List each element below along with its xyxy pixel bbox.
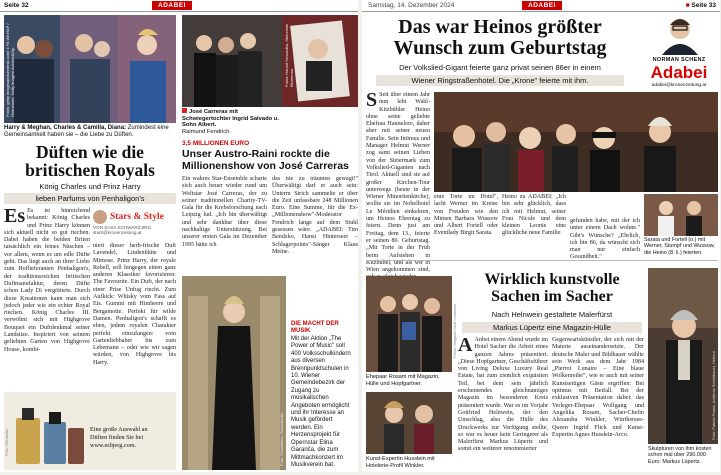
ad-caption-1: Eine große Auswahl an	[90, 426, 148, 433]
sacher-sub-1: Nach Helnwein gestaltete Malerfürst	[491, 310, 613, 319]
column-body: niert dieser herb-frische Duft Lavendel, Lindenblüte und Mimose. Prinz Harry, der royale Rebell, soll hingegen einen ganz anderen Klassiker favorisieren: The Favourite. Ein Duft, der nach einer Prise Unfug riecht. Zum Aufkick: Whisky vom Fass auf Eis. Gummi mit Himbeere und Bergamotte. Perfekt für wilde Damen. Penhaligon's schafft es eben, jedem royalen Charakter perfekt einzufangen: vom Gartenliebhaber bis zum Lebemann – oder wie wir sagen würden, von Highgrove bis Harry.	[93, 243, 176, 366]
page-number: Seite 32	[4, 2, 29, 9]
heino-photo	[434, 92, 718, 192]
heino-photo-2-art	[644, 194, 718, 236]
perfume-bottles-image	[8, 392, 88, 470]
husslein-photo	[366, 392, 452, 454]
sacher-headline-2: Sachen im Sacher	[491, 287, 613, 305]
husslein-caption: Kunst-Expertin Husslein mit Hotelerie-Profil Winkler.	[366, 456, 435, 469]
royals-caption	[4, 125, 176, 140]
sacher-sub-2: Markus Lüpertz eine Magazin-Hülle	[462, 322, 642, 333]
perfume-ad	[4, 392, 176, 470]
heino-headline-2: Wunsch zum Geburtstag	[393, 37, 607, 59]
heino-headline	[366, 17, 634, 59]
heino-col-4: gefunden habe, mit der ich unter einem Dach wohne." Gibt's Wünsche? „Ehrlich, ich bin 86, da wünscht sich man nur einfach Gesundheit."	[570, 218, 640, 261]
page-header	[0, 0, 358, 12]
carreras-caption	[182, 108, 282, 135]
garanca-credit: Foto: Dreamtime, Scherfzeder	[279, 412, 284, 466]
royals-photo-art	[4, 15, 176, 123]
heino-headline-1: Das war Heinos größter	[398, 16, 602, 38]
carreras-caption-2: Raimund Fendrich.	[182, 128, 231, 135]
author-portrait	[658, 15, 702, 55]
heino-photo-caption: Sarata und Fortell (o.) mit Werner, Stumpf und Wussow, die Heino (8. li.) feierten.	[644, 237, 715, 256]
dropcap: Es	[4, 205, 26, 227]
royals-body-text: Es ist hinreichend bekannt: König Charles und Prinz Harry können sich aktuell nicht so gut riechen. Dabei haben die beiden Briten tatsächlich ein feines Näschen – vor allem, wenn es um edle Düfte geht. Das liegt auch an ihrer Liebe zum Hoflieferanten Penhaligon's, der traditionsreichen britischen Duftmanufaktur, deren Düfte schon Lady Di vergötterte. Durch diese Kreationen kann man sich jedoch jeder wie ein echter Royal riechen. König Charles III. verwöhnt sich mit Highgrove Bouquet ein Duftdenkmal seiner Landsitze. Inspiriert von seinem geliebten Garten von Highgrove House, kombi-	[4, 208, 90, 353]
heino-photo-2	[644, 194, 718, 236]
rosam-caption: Ehepaar Rosam mit Magazin, Hülle und Hopfgartner.	[366, 374, 440, 387]
luepertz-photo-art	[648, 268, 718, 444]
caption-marker	[182, 108, 187, 113]
royals-headline: Düften wie die britischen Royals	[25, 142, 155, 180]
sacher-headline-1: Wirklich kunstvolle	[484, 271, 620, 288]
photo-credit: Fotos: getty images/picturedesk.com/ 4 PA Wire/AP / Ovenanser, Getty images/ Avenue&Dip	[5, 23, 15, 117]
carreras-col-1: Ein wahres Star-Ensemble scharte sich auch heuer wieder rund um Weltstar José Carreras, der zu seiner traditionellen Charity-TV-Gala für die Krebsforschung nach Leipzig lud. „Ich bin überwältigt und sehr dankbar über diese nachhaltige Unterstützung. Bei unserer ersten Gala im Dezember 1995 hätte ich	[182, 176, 267, 248]
heino-col-1	[366, 89, 430, 274]
macht-label: DIE MACHT DER MUSIK	[291, 321, 339, 334]
author-avatar	[93, 210, 107, 224]
heino-col-2: eine Torte im Hotel", lacht Werner im Kreise von Freuden wie den Mimen Barbara Wussow und Albert Fortell oder Eventlady Birgit Sarata.	[434, 194, 498, 237]
column-author: VON SASA SCHWARZJIRG	[93, 225, 152, 230]
page-header-right	[362, 0, 720, 12]
column-email: stars@kronenzeitung.at	[93, 230, 142, 235]
luepertz-caption: Skulpturen von ihm kosten schon mal über 290.000 Euro: Markus Lüpertz.	[648, 446, 712, 465]
ad-caption	[90, 426, 148, 450]
author-name: NORMAN SCHENZ	[652, 57, 706, 63]
sacher-col-1	[458, 334, 548, 470]
carreras-col-2: das nie zu träumen gewagt!" Überwältigt darf er auch sein: Unterm Strich sammelte er über die Zeit unfassbare 248 Millionen Euro. Eine Summe, für die Ex-„Millionenshow"-Moderator Fendrich lange auf dem Stuhl gesessen wäre. „ADABEI: Tim Bendzko, Hansi Hinterseer – Schlagerpoints"-Sänger Klaus Meine.	[272, 176, 358, 255]
heino-sub-1: Der Volkslied-Gigant feierte ganz privat seinen 86er in einem	[399, 63, 601, 72]
ad-credit: Foto: Hersteller	[4, 428, 9, 456]
garanca-photo	[182, 276, 286, 470]
carreras-overline: 3,5 MILLIONEN EURO	[182, 140, 250, 147]
garanca-photo-art	[182, 276, 286, 470]
royals-photo	[4, 15, 176, 123]
heino-photo-art	[434, 92, 718, 192]
royals-subline-2: lieben Parfums von Penhaligon's	[4, 193, 176, 204]
royals-body	[4, 205, 90, 390]
author-email: adabei@kronenzeitung.at	[651, 83, 707, 88]
sacher-headline	[458, 272, 646, 305]
heino-col-1-text: Seit über einem Jahr nun lebt Wahl-Kitzbühler Heino ohne seine geliebte Ehefrau Hannelore, daher aber mit seiner neuen Familie. Sein Intimus und Manager Helmut Werner zog samt seinen Lieben von der Steiermark zum Volkslied-Giganten nach Tirol. Aktuell sind sie auf großer Kirchen-Tour unterwegs (heute in der Wiener Minoritenkirche), wollte sie im Nobelhotel Le Méridien einkehren, um Heinos Ehrentag zu feiern. Denn just am Freitag, dem 13., feierte er seinen 86. Geburtstag. „Mit Torte in der Früh beim Aufstehen in Kitzbühel, und als wir in Wien angekommen sind,	[366, 92, 430, 274]
ad-url: www.esbjerg.com.	[90, 442, 137, 449]
page-date: Samstag, 14. Dezember 2024	[368, 2, 455, 9]
dropcap-sacher: A	[458, 334, 473, 356]
author-box	[640, 15, 718, 93]
carreras-photo-art	[182, 15, 358, 107]
royals-caption-bold: Harry & Meghan, Charles & Camilla, Diana:	[4, 125, 127, 131]
page-number-value: Seite 33	[691, 2, 716, 9]
macht-text: Mit der Aktion „The Power of Music" soll 400 Volksschulkindern aus diversen Brennpunktschulen in 10. Wiener Gemeindebezirk der Zugang zu musikalischen Angeboten ermöglicht und ihr Interesse an Musik gefördert werden. Ein Herzensprojekt für Opernstar Elina Garanča, die zum Mittmachkonzert im Musikverein bat.	[291, 336, 351, 468]
heart-icon: ■	[685, 2, 692, 9]
page-33	[362, 0, 720, 472]
column-title: Stars & Style	[110, 212, 164, 222]
heino-sub-2: Wiener Ringstraßenhotel. Die „Krone" feierte mit ihm.	[376, 75, 624, 86]
heino-col-3: Heino zu ADABEI: „Ich bin sehr glücklich, dass ich mit Helmut, seiner Frau Nicole und dem kleinen Leonie eine glückliche neue Familie	[502, 194, 566, 237]
royals-caption-text: Zumindest eine Gemeinsamkeit haben sie – die Liebe zu Düften.	[4, 125, 169, 139]
carreras-credit: Fotos: Harald Nesvadba, Steinmetz Blumenau	[284, 23, 294, 87]
royals-subline-1: König Charles und Prinz Harry	[39, 182, 141, 191]
stars-style-column-head	[93, 210, 176, 235]
luepertz-photo	[648, 268, 721, 444]
luepertz-credit: Foto: Patrick Fraste, Andreas Scheilhauer, Helmut J.	[711, 351, 721, 440]
rosam-credit: Fotos: Magazin Andi Lehmann	[452, 303, 457, 358]
carreras-headline: Unser Austro-Raini rockte die Millionenshow von José Carreras	[182, 148, 349, 172]
divider	[366, 260, 718, 261]
sacher-col-2: Gegenwartskünstler, der sich mit der Materie auseinandersetzte. Der deutsche Maler und Bildhauer wählte sein Werk aus dem Jahr 1984 „Pierrot Lunaire – Eine blaue Wolkenreihe", wie er auch mit seiner Kunstseitigen Gäste ergriffen: Bei optimus mit Beifall. Bei der exklusiven Präsentation dabei: das Verleger-Ehepaar Wolfgang und Angelika Rosam, Sacher-Chefin Alexandra Winkler, Würthersee-Queen Ingrid Flick und Kunst-Expertin Agnes Husslein-Arco.	[552, 337, 644, 438]
rosam-photo-art	[366, 276, 452, 372]
carreras-photo	[182, 15, 358, 107]
dropcap-heino: S	[366, 89, 378, 111]
author-brand: Adabei	[650, 63, 708, 82]
page-32	[0, 0, 358, 472]
section-brand: ADABEI	[152, 1, 192, 10]
section-brand-right: ADABEI	[522, 1, 562, 10]
ad-caption-2: Düften finden Sie bei	[90, 434, 144, 441]
page-number-right	[686, 2, 716, 9]
husslein-photo-art	[366, 392, 452, 454]
rosam-photo	[366, 276, 452, 372]
sacher-col-1-text: Anbei einem Abend wurde im Hotel Sacher die Arbeit eines ganzen Jahres präsentiert. „Diese Hopfgartner, Geschäftsführer von Living Deluxe Luxury Real Estate, hat zum ziemlich exquisiten Teil, bei dem sein jährlich erscheinendes gleichnamiges Magazin im besonderen Kreis präsentiert wurde. War es im Vorjahr Gottfried Helnwein, der den Umschlag, also die Hülle des Druckwerks zur Verfügung stellte, so war es heuer kein Geringerer als Malerfürst Markus Lüpertz und somit ein weiterer renommierter	[458, 337, 548, 453]
carreras-caption-bold: José Carreras mit Schwiegertochter Ingrid Salvado u. Sohn Albert.	[182, 109, 279, 129]
